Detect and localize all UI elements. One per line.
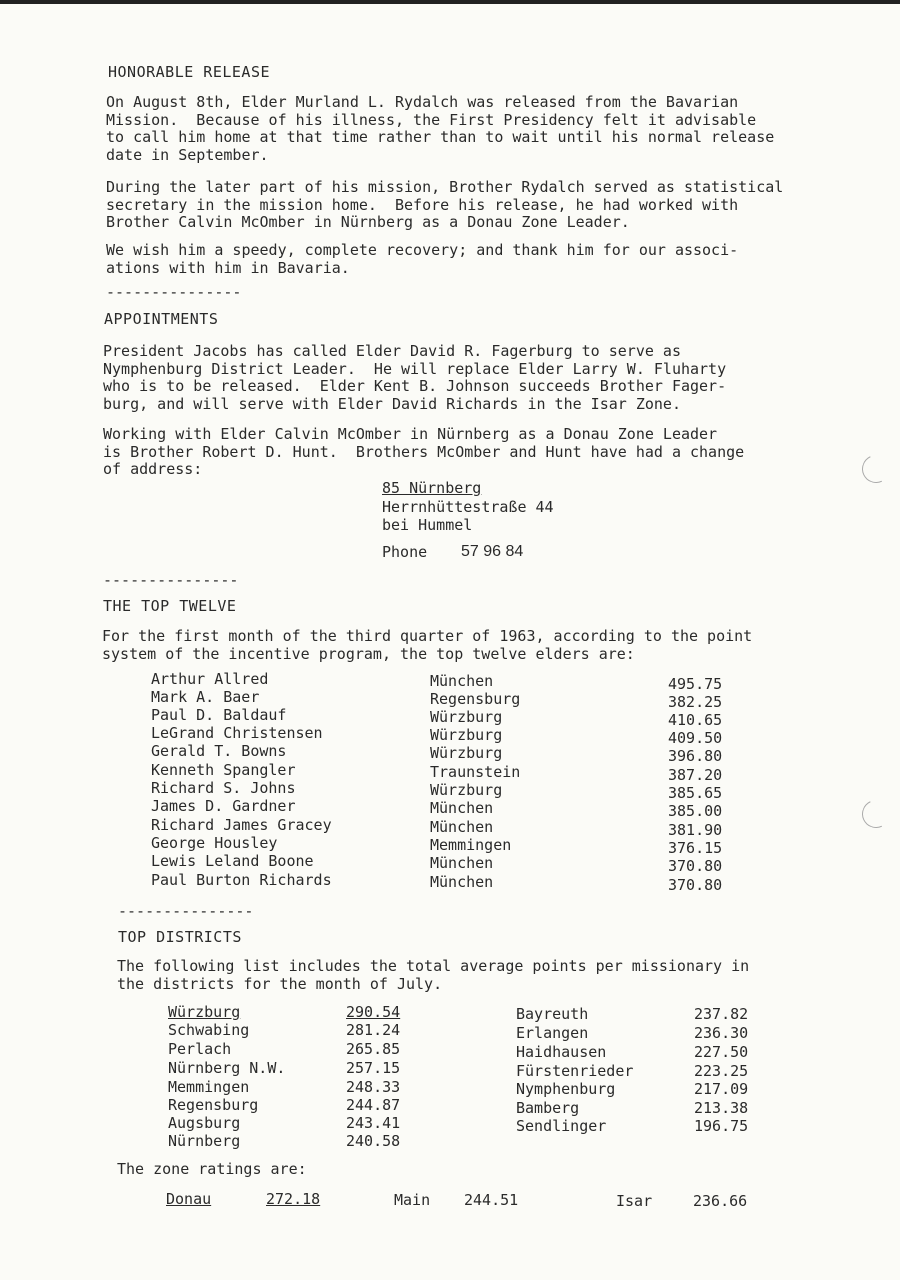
elder-city: Traunstein <box>430 763 521 781</box>
elder-name: Paul Burton Richards <box>151 871 332 889</box>
district-points: 227.50 <box>694 1043 749 1061</box>
elder-city: Memmingen <box>430 836 512 854</box>
elder-points: 381.90 <box>668 821 723 839</box>
elder-name: Mark A. Baer <box>151 688 260 706</box>
elder-city: Würzburg <box>430 744 503 762</box>
district-name: Schwabing <box>168 1021 250 1039</box>
elder-city: München <box>430 799 494 817</box>
elder-points: 495.75 <box>668 675 723 693</box>
address-line-2: Herrnhüttestraße 44 <box>382 498 554 516</box>
elder-name: Paul D. Baldauf <box>151 706 287 724</box>
elder-name: Arthur Allred <box>151 670 269 688</box>
separator-line: --------------- <box>103 571 239 589</box>
zone-name: Main <box>394 1191 431 1209</box>
appointments-paragraph-2: Working with Elder Calvin McOmber in Nürnberg as a Donau Zone Leader is Brother Robert D. Hunt. Brothers McOmber and Hunt have had a change of address: <box>103 425 745 478</box>
district-name: Perlach <box>168 1040 232 1058</box>
elder-city: Regensburg <box>430 690 521 708</box>
elder-name: George Housley <box>151 834 278 852</box>
district-name: Würzburg <box>168 1003 241 1021</box>
elder-city: Würzburg <box>430 708 503 726</box>
address-line-1: 85 Nürnberg <box>382 479 482 497</box>
section-title-top-twelve: THE TOP TWELVE <box>103 597 237 615</box>
address-line-3: bei Hummel <box>382 516 473 534</box>
district-points: 196.75 <box>694 1117 749 1135</box>
appointments-paragraph-1: President Jacobs has called Elder David R. Fagerburg to serve as Nymphenburg District Leader. He will replace Elder Larry W. Fluharty who is to be released. Elder Kent B. Johnson succeeds Brother Fager- burg, and will serve with Elder David Richards in the Isar Zone. <box>103 342 727 413</box>
district-name: Regensburg <box>168 1096 259 1114</box>
district-points: 257.15 <box>346 1059 401 1077</box>
page-top-edge <box>0 0 900 4</box>
elder-name: James D. Gardner <box>151 797 296 815</box>
district-name: Erlangen <box>516 1024 589 1042</box>
punch-hole-bottom <box>858 796 894 832</box>
district-points: 237.82 <box>694 1005 749 1023</box>
district-points: 240.58 <box>346 1132 401 1150</box>
elder-points: 385.65 <box>668 784 723 802</box>
elder-points: 409.50 <box>668 729 723 747</box>
district-name: Sendlinger <box>516 1117 607 1135</box>
district-points: 265.85 <box>346 1040 401 1058</box>
district-name: Fürstenrieder <box>516 1062 634 1080</box>
district-points: 236.30 <box>694 1024 749 1042</box>
district-points: 217.09 <box>694 1080 749 1098</box>
elder-city: München <box>430 854 494 872</box>
release-paragraph-3: We wish him a speedy, complete recovery; and thank him for our associ- ations with him in Bavaria. <box>106 241 739 277</box>
district-points: 281.24 <box>346 1021 401 1039</box>
district-name: Nymphenburg <box>516 1080 616 1098</box>
elder-city: München <box>430 873 494 891</box>
punch-hole-top <box>858 451 894 487</box>
elder-points: 370.80 <box>668 876 723 894</box>
release-paragraph-1: On August 8th, Elder Murland L. Rydalch was released from the Bavarian Mission. Because of his illness, the First Presidency felt it advisable to call him home at that time rather than to wait until his normal release date in September. <box>106 93 775 164</box>
district-points: 213.38 <box>694 1099 749 1117</box>
separator-line: --------------- <box>118 902 254 920</box>
zone-points: 236.66 <box>693 1192 748 1210</box>
section-title-release: HONORABLE RELEASE <box>108 63 271 81</box>
district-name: Bayreuth <box>516 1005 589 1023</box>
elder-city: München <box>430 672 494 690</box>
district-name: Nürnberg N.W. <box>168 1059 286 1077</box>
section-title-appointments: APPOINTMENTS <box>104 310 219 328</box>
elder-name: LeGrand Christensen <box>151 724 323 742</box>
district-name: Augsburg <box>168 1114 241 1132</box>
zone-points: 272.18 <box>266 1190 321 1208</box>
district-points: 243.41 <box>346 1114 401 1132</box>
zone-points: 244.51 <box>464 1191 519 1209</box>
zone-name: Donau <box>166 1190 212 1208</box>
zone-ratings-intro: The zone ratings are: <box>117 1160 307 1178</box>
district-points: 290.54 <box>346 1003 401 1021</box>
district-name: Memmingen <box>168 1078 250 1096</box>
elder-points: 376.15 <box>668 839 723 857</box>
elder-points: 387.20 <box>668 766 723 784</box>
district-points: 248.33 <box>346 1078 401 1096</box>
release-paragraph-2: During the later part of his mission, Brother Rydalch served as statistical secretary in the mission home. Before his release, he had worked with Brother Calvin McOmber in Nürnberg as a Donau Zone Leader. <box>106 178 784 231</box>
district-name: Bamberg <box>516 1099 580 1117</box>
elder-name: Lewis Leland Boone <box>151 852 314 870</box>
elder-city: München <box>430 818 494 836</box>
elder-points: 382.25 <box>668 693 723 711</box>
district-points: 223.25 <box>694 1062 749 1080</box>
elder-name: Richard James Gracey <box>151 816 332 834</box>
elder-points: 370.80 <box>668 857 723 875</box>
district-name: Nürnberg <box>168 1132 241 1150</box>
elder-points: 396.80 <box>668 747 723 765</box>
elder-name: Richard S. Johns <box>151 779 296 797</box>
top-districts-intro: The following list includes the total average points per missionary in the districts for the month of July. <box>117 957 750 993</box>
elder-points: 410.65 <box>668 711 723 729</box>
zone-name: Isar <box>616 1192 653 1210</box>
district-points: 244.87 <box>346 1096 401 1114</box>
elder-city: Würzburg <box>430 781 503 799</box>
elder-name: Kenneth Spangler <box>151 761 296 779</box>
section-title-top-districts: TOP DISTRICTS <box>118 928 242 946</box>
top-twelve-intro: For the first month of the third quarter of 1963, according to the point system of the incentive program, the top twelve elders are: <box>102 627 753 663</box>
elder-city: Würzburg <box>430 726 503 744</box>
district-name: Haidhausen <box>516 1043 607 1061</box>
phone-label: Phone <box>382 543 428 561</box>
elder-points: 385.00 <box>668 802 723 820</box>
phone-number: 57 96 84 <box>461 543 524 560</box>
separator-line: --------------- <box>106 283 242 301</box>
elder-name: Gerald T. Bowns <box>151 742 287 760</box>
